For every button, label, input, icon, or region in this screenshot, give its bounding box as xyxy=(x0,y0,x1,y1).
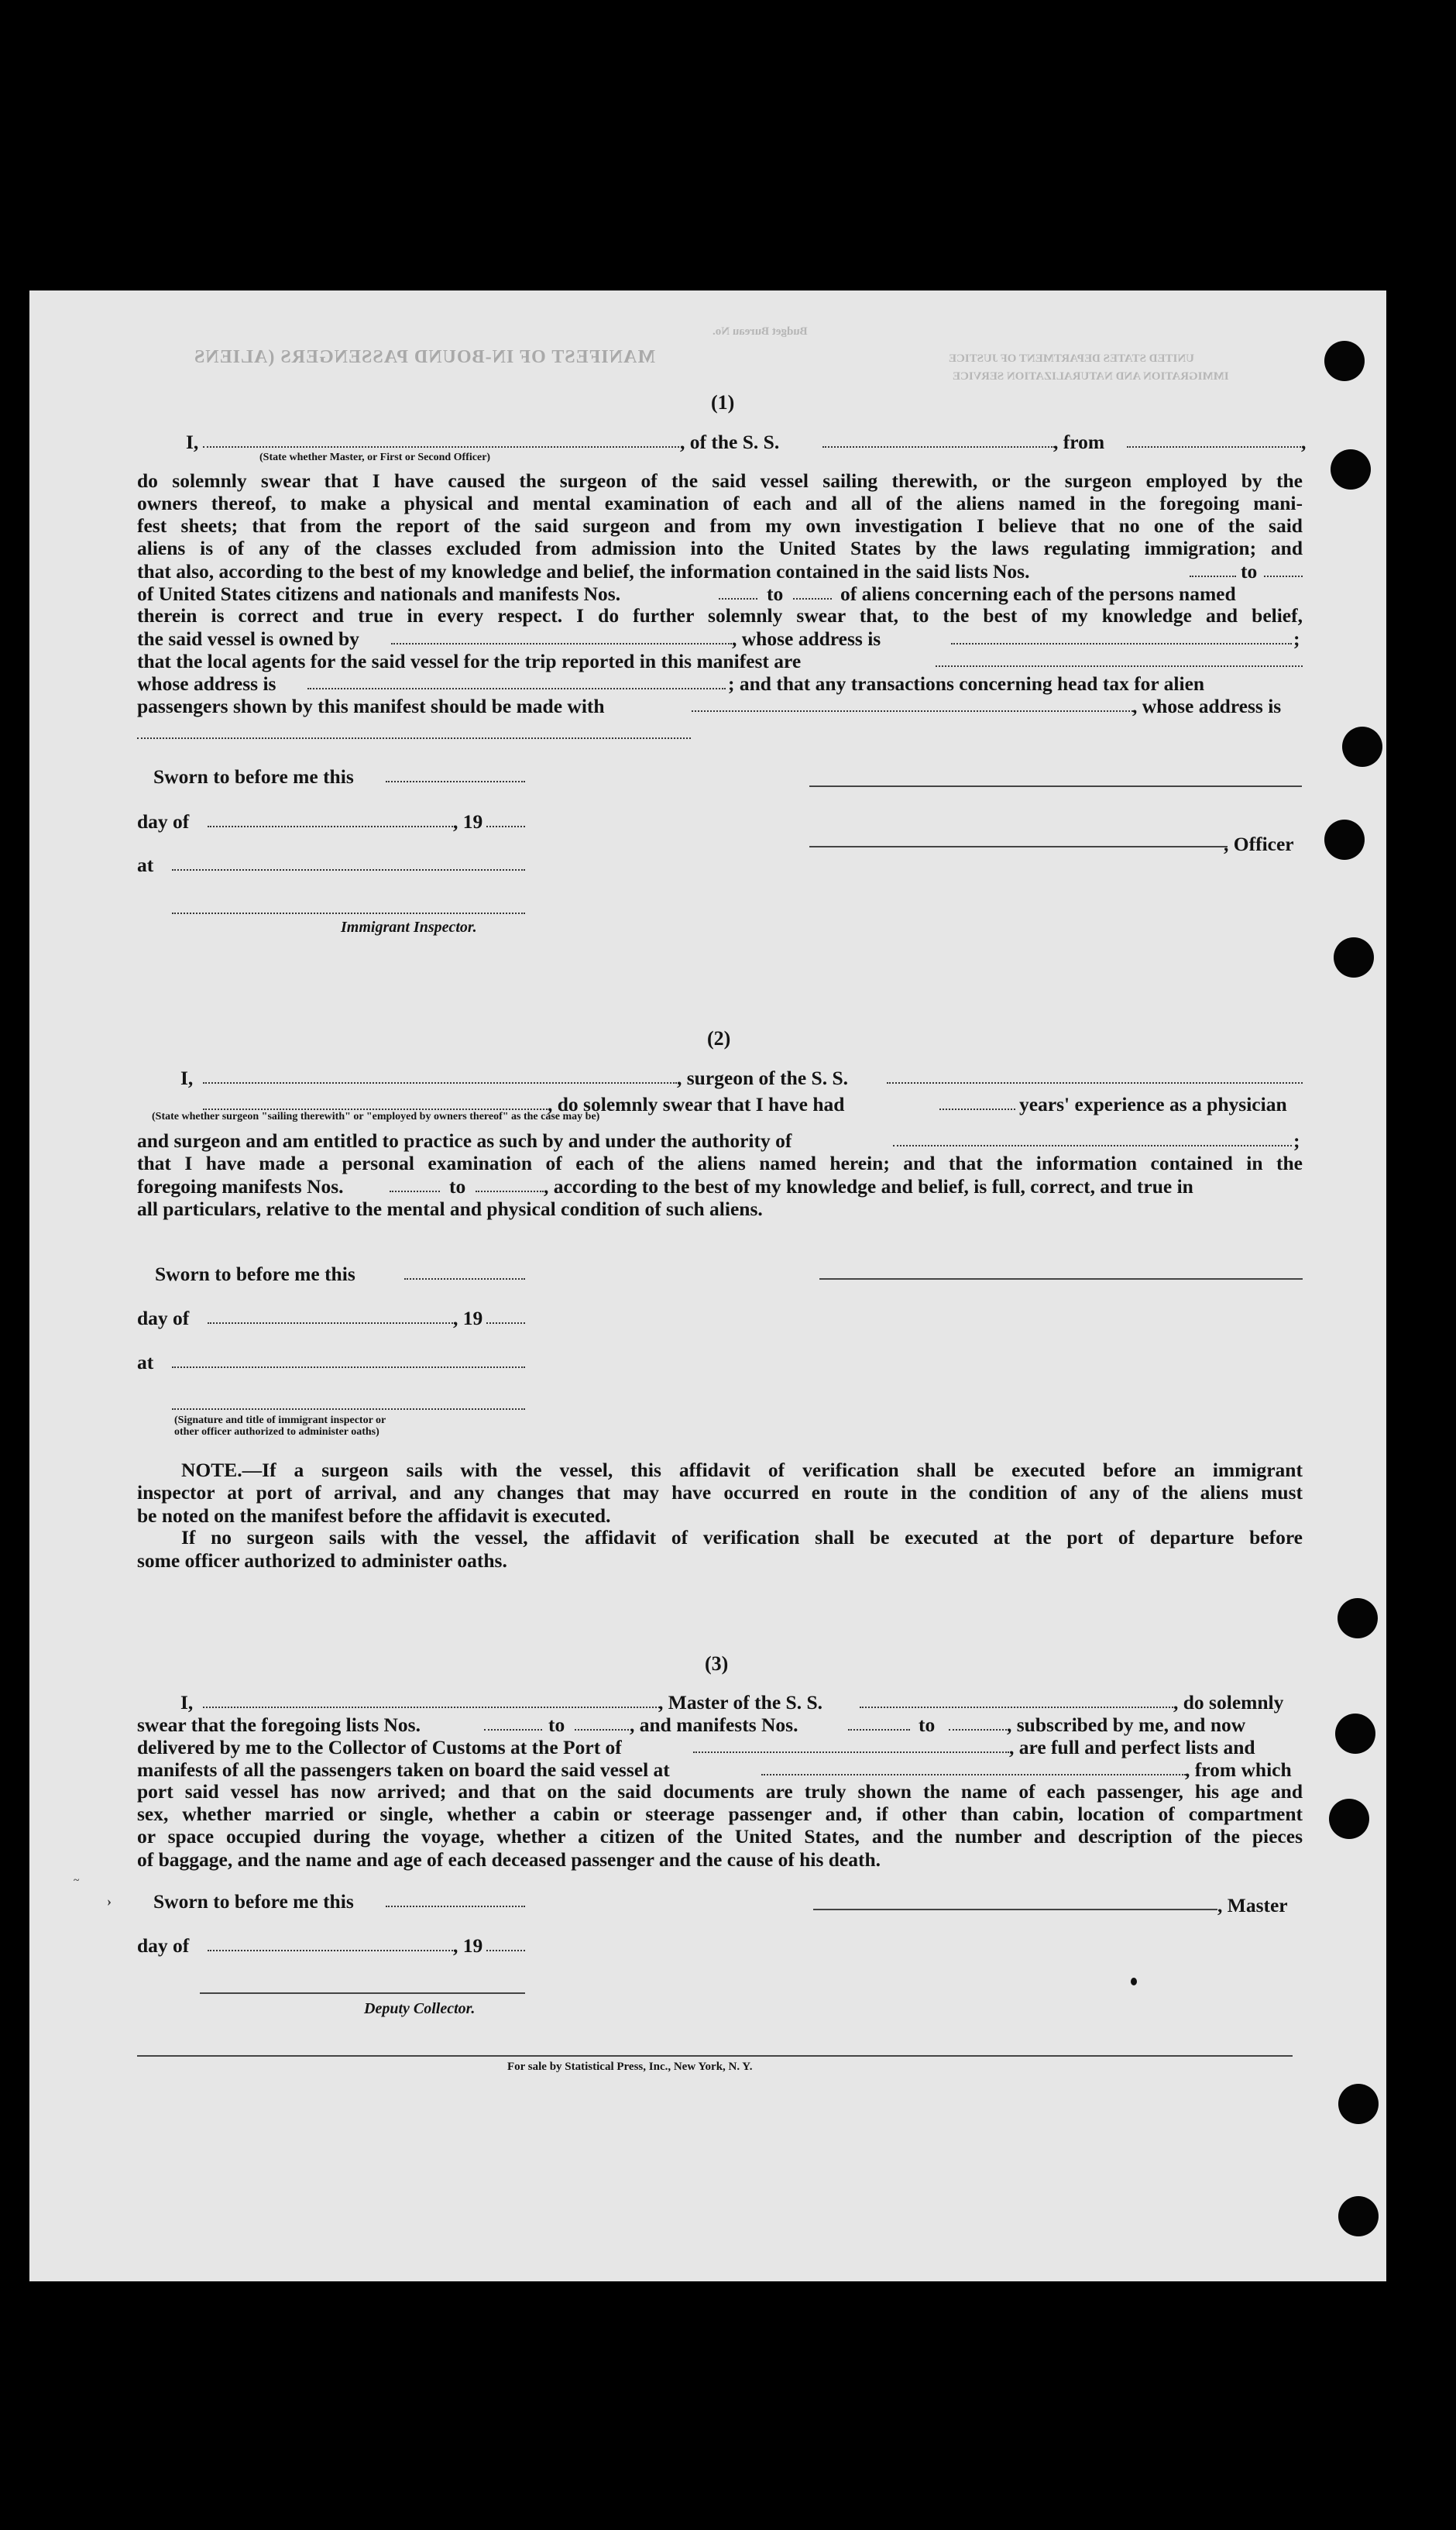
note-line-5: some officer authorized to administer oaths. xyxy=(137,1549,507,1572)
s2-line3b: ; xyxy=(1293,1129,1300,1152)
s1-sworn: Sworn to before me this xyxy=(153,765,354,788)
s3-field-vessel[interactable] xyxy=(860,1707,1173,1708)
s1-body-1: do solemnly swear that I have caused the surgeon of the said vessel sailing therewith, or the surgeon employed by the xyxy=(137,469,1303,492)
s1-body-7: therein is correct and true in every respect. I do further solemnly swear that, to the best of my knowledge and belief, xyxy=(137,604,1303,627)
s1-body-4: aliens is of any of the classes excluded from admission into the United States by the laws regulating immigration; and xyxy=(137,537,1303,559)
ink-speck xyxy=(1131,1978,1137,1985)
s1-inspector-label: Immigrant Inspector. xyxy=(341,919,477,936)
s3-line2c: , and manifests Nos. xyxy=(630,1714,798,1736)
s1-line11b: , whose address is xyxy=(1132,695,1282,717)
s1-officer-line[interactable] xyxy=(809,846,1228,847)
punch-hole xyxy=(1342,727,1382,767)
s1-field-owner-address[interactable] xyxy=(951,643,1292,645)
s2-signature-line[interactable] xyxy=(819,1278,1303,1280)
s3-line1c: , do solemnly xyxy=(1173,1691,1284,1714)
s3-year: , 19 xyxy=(453,1934,483,1957)
s2-field-year[interactable] xyxy=(486,1322,525,1324)
s2-line5c: , according to the best of my knowledge and belief, is full, correct, and true in xyxy=(544,1175,1193,1198)
s1-at: at xyxy=(137,854,154,876)
s3-deputy-label: Deputy Collector. xyxy=(364,2000,476,2017)
s2-field-day-month[interactable] xyxy=(208,1322,455,1324)
s1-line5b: to xyxy=(1241,560,1258,583)
s2-field-vessel[interactable] xyxy=(887,1082,1303,1084)
s1-line1-of: , of the S. S. xyxy=(680,431,780,453)
s1-field-sworn-day[interactable] xyxy=(386,781,525,782)
punch-hole xyxy=(1329,1799,1369,1839)
punch-hole xyxy=(1338,2084,1379,2124)
s3-body-1: port said vessel has now arrived; and that on the said documents are truly shown the name of each passenger, his age and xyxy=(137,1780,1303,1803)
punch-hole xyxy=(1331,449,1371,490)
s3-field-port[interactable] xyxy=(693,1751,1009,1753)
punch-hole xyxy=(1324,341,1365,381)
s2-year: , 19 xyxy=(453,1307,483,1329)
footer-imprint: For sale by Statistical Press, Inc., New York, N. Y. xyxy=(507,2061,753,2073)
s1-line1-from: , from xyxy=(1053,431,1105,453)
s3-line1b: , Master of the S. S. xyxy=(658,1691,823,1714)
s2-field-manifests-from[interactable] xyxy=(390,1191,440,1192)
s3-day-of: day of xyxy=(137,1934,190,1957)
s1-line11a: passengers shown by this manifest should be made with xyxy=(137,695,605,717)
note-line-1: NOTE.—If a surgeon sails with the vessel, this affidavit of verification shall be executed before an immigrant xyxy=(181,1459,1303,1481)
s1-field-vessel[interactable] xyxy=(822,446,1055,448)
margin-mark: ~ xyxy=(74,1875,80,1886)
s3-field-manifests-to[interactable] xyxy=(949,1729,1007,1731)
s3-line3b: , are full and perfect lists and xyxy=(1009,1736,1255,1758)
note-line-3: be noted on the manifest before the affidavit is executed. xyxy=(137,1504,611,1527)
s1-line5a: that also, according to the best of my knowledge and belief, the information contained in the said lists Nos. xyxy=(137,560,1030,583)
s3-deputy-sig-line[interactable] xyxy=(200,1992,525,1994)
punch-hole xyxy=(1338,1598,1378,1638)
s3-line4b: , from which xyxy=(1185,1758,1292,1781)
s2-line1a: I, xyxy=(180,1067,194,1089)
s2-line4: that I have made a personal examination of each of the aliens named herein; and that the information contained in the xyxy=(137,1152,1303,1174)
bleed-header-left: MANIFEST OF IN-BOUND PASSENGERS (ALIENS xyxy=(194,347,655,367)
bleed-header-right-1: UNITED STATES DEPARTMENT OF JUSTICE xyxy=(949,352,1195,365)
s2-field-inspector-sig[interactable] xyxy=(172,1408,525,1410)
s1-line1-i: I, xyxy=(186,431,199,453)
s2-line5a: foregoing manifests Nos. xyxy=(137,1175,344,1198)
s1-line8c: ; xyxy=(1293,627,1300,650)
s3-master-line[interactable] xyxy=(813,1909,1217,1910)
s2-line2b: years' experience as a physician xyxy=(1019,1093,1287,1115)
s1-line6c: of aliens concerning each of the persons named xyxy=(840,583,1236,605)
s2-field-years[interactable] xyxy=(939,1109,1015,1110)
s1-field-year[interactable] xyxy=(486,826,525,827)
s3-master-label: , Master xyxy=(1217,1894,1288,1916)
section-3-heading: (3) xyxy=(705,1652,729,1675)
s1-day-of: day of xyxy=(137,810,190,833)
s3-line2a: swear that the foregoing lists Nos. xyxy=(137,1714,421,1736)
s2-sig-note-1: (Signature and title of immigrant inspector or xyxy=(174,1415,386,1426)
note-line-4: If no surgeon sails with the vessel, the affidavit of verification shall be executed at the port of departure before xyxy=(181,1526,1303,1549)
s3-sworn: Sworn to before me this xyxy=(153,1890,354,1913)
s1-officer-label: , Officer xyxy=(1224,833,1294,855)
s1-field-rank[interactable] xyxy=(203,446,679,448)
s1-rank-note: (State whether Master, or First or Second Officer) xyxy=(259,452,491,463)
footer-rule xyxy=(137,2055,1293,2057)
s3-line2e: , subscribed by me, and now xyxy=(1007,1714,1246,1736)
s1-field-owner[interactable] xyxy=(391,643,732,645)
section-2-heading: (2) xyxy=(707,1027,731,1050)
s1-field-inspector-sig[interactable] xyxy=(172,913,525,914)
note-line-2: inspector at port of arrival, and any changes that may have occurred en route in the condition of any of the aliens must xyxy=(137,1481,1303,1504)
s1-field-manifests-to[interactable] xyxy=(793,598,832,600)
s2-line2a: , do solemnly swear that I have had xyxy=(548,1093,845,1115)
s3-field-embarkation[interactable] xyxy=(761,1774,1186,1775)
s3-body-4: of baggage, and the name and age of each deceased passenger and the cause of his death. xyxy=(137,1848,881,1871)
s1-line1-comma: , xyxy=(1301,431,1307,453)
s1-body-2: owners thereof, to make a physical and mental examination of each and all of the aliens named in the foregoing mani- xyxy=(137,492,1303,514)
s1-line6b: to xyxy=(767,583,784,605)
s3-body-2: sex, whether married or single, whether a cabin or steerage passenger and, if other than cabin, location of compartment xyxy=(137,1803,1303,1825)
s2-sig-note-2: other officer authorized to administer oaths) xyxy=(174,1426,379,1438)
s2-sworn: Sworn to before me this xyxy=(155,1263,355,1285)
s2-at: at xyxy=(137,1351,154,1373)
s3-field-name[interactable] xyxy=(203,1707,660,1708)
s3-line2b: to xyxy=(548,1714,565,1736)
s1-field-agents[interactable] xyxy=(936,665,1303,667)
s1-line6a: of United States citizens and nationals and manifests Nos. xyxy=(137,583,621,605)
s2-field-capacity[interactable] xyxy=(203,1109,548,1110)
s2-line1b: , surgeon of the S. S. xyxy=(677,1067,849,1089)
s1-field-lists-to[interactable] xyxy=(1264,576,1303,577)
punch-hole xyxy=(1324,820,1365,860)
s1-line9a: that the local agents for the said vessel for the trip reported in this manifest are xyxy=(137,650,802,672)
s2-capacity-note: (State whether surgeon "sailing therewith" or "employed by owners thereof" as the case may be) xyxy=(152,1111,600,1122)
s3-field-manifests-from[interactable] xyxy=(848,1729,910,1731)
punch-hole xyxy=(1338,2196,1379,2236)
s2-line6: all particulars, relative to the mental and physical condition of such aliens. xyxy=(137,1198,763,1220)
s1-body-3: fest sheets; that from the report of the said surgeon and from my own investigation I believe that no one of the said xyxy=(137,514,1303,537)
s1-line10a: whose address is xyxy=(137,672,276,695)
s3-line2d: to xyxy=(919,1714,936,1736)
s2-field-authority[interactable] xyxy=(893,1145,1292,1146)
s2-field-sworn-day[interactable] xyxy=(404,1278,525,1280)
s3-line3a: delivered by me to the Collector of Customs at the Port of xyxy=(137,1736,622,1758)
s1-field-manifests-from[interactable] xyxy=(719,598,757,600)
s1-year: , 19 xyxy=(453,810,483,833)
s2-field-name[interactable] xyxy=(203,1082,677,1084)
s3-field-year[interactable] xyxy=(486,1950,525,1951)
s1-field-from[interactable] xyxy=(1127,446,1301,448)
s3-field-lists-to[interactable] xyxy=(575,1729,629,1731)
margin-mark: › xyxy=(107,1893,112,1909)
s3-line1a: I, xyxy=(180,1691,194,1714)
s1-field-head-tax-agent[interactable] xyxy=(692,710,1133,712)
s3-field-day-month[interactable] xyxy=(208,1950,455,1951)
s1-line10b: ; and that any transactions concerning head tax for alien xyxy=(728,672,1205,695)
s2-line5b: to xyxy=(449,1175,466,1198)
punch-hole xyxy=(1335,1714,1375,1754)
bleed-header-right-2: IMMIGRATION AND NATURALIZATION SERVICE xyxy=(953,370,1229,383)
s1-line8a: the said vessel is owned by xyxy=(137,627,359,650)
bleed-header-small: Budget Bureau No. xyxy=(713,325,808,338)
s2-field-manifests-to[interactable] xyxy=(476,1191,544,1192)
s3-line4a: manifests of all the passengers taken on board the said vessel at xyxy=(137,1758,670,1781)
s3-body-3: or space occupied during the voyage, whether a citizen of the United States, and the number and description of the pieces xyxy=(137,1825,1303,1848)
s1-field-lists-from[interactable] xyxy=(1190,576,1236,577)
s1-field-at[interactable] xyxy=(172,869,525,871)
punch-hole xyxy=(1334,937,1374,978)
s2-day-of: day of xyxy=(137,1307,190,1329)
s1-field-head-tax-address[interactable] xyxy=(137,737,691,739)
s3-field-lists-from[interactable] xyxy=(484,1729,542,1731)
s2-line3a: and surgeon and am entitled to practice as such by and under the authority of xyxy=(137,1129,792,1152)
section-1-heading: (1) xyxy=(711,391,735,414)
s1-field-day-month[interactable] xyxy=(208,826,455,827)
s2-field-at[interactable] xyxy=(172,1366,525,1368)
s1-line8b: , whose address is xyxy=(732,627,881,650)
s1-signature-line[interactable] xyxy=(809,785,1302,787)
s3-field-sworn-day[interactable] xyxy=(386,1906,525,1907)
s1-field-agents-address[interactable] xyxy=(307,688,726,689)
